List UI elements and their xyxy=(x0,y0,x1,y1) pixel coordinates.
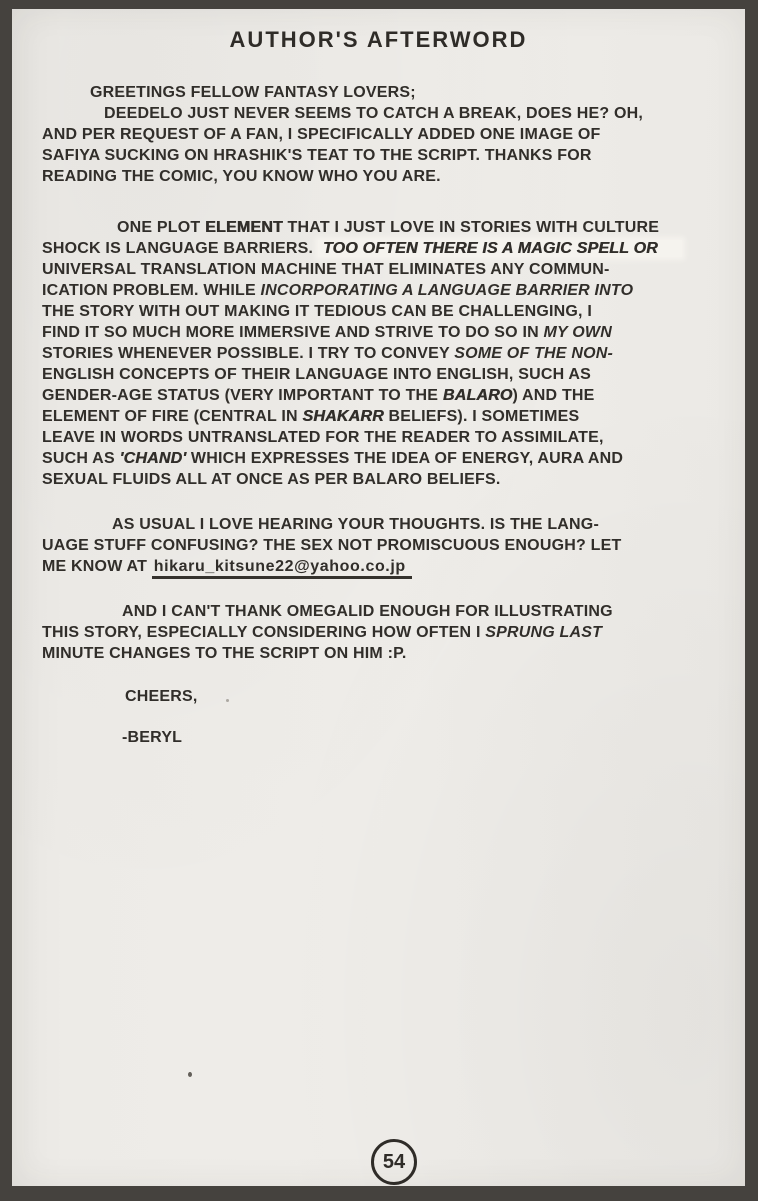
text-line xyxy=(42,406,734,427)
paragraph-feedback xyxy=(42,514,734,577)
paragraph-greeting xyxy=(42,82,734,187)
text-segment: GENDER-AGE STATUS (VERY IMPORTANT TO THE xyxy=(42,387,443,404)
text-segment: MINUTE CHANGES TO THE SCRIPT ON HIM :P. xyxy=(42,645,407,662)
text-line xyxy=(42,556,734,577)
text-segment: AND PER REQUEST OF A FAN, I SPECIFICALLY ADDED ONE IMAGE OF xyxy=(42,126,601,143)
text-segment: ENGLISH CONCEPTS OF THEIR LANGUAGE INTO ENGLISH, SUCH AS xyxy=(42,366,592,383)
text-segment: SPRUNG LAST xyxy=(485,624,603,641)
paragraph-thanks xyxy=(42,601,734,664)
text-line xyxy=(42,301,734,322)
page-number: 54 xyxy=(382,1150,406,1173)
paragraphs xyxy=(42,82,734,664)
text-segment: TOO OFTEN THERE IS A MAGIC SPELL OR xyxy=(318,240,682,257)
text-line xyxy=(42,82,734,103)
scan-speck xyxy=(188,1072,192,1077)
text-line xyxy=(42,166,734,187)
text-segment: SHOCK IS LANGUAGE BARRIERS. xyxy=(42,240,318,257)
text-line xyxy=(42,280,734,301)
text-line xyxy=(42,238,734,259)
text-line xyxy=(42,124,734,145)
text-line xyxy=(42,385,734,406)
text-line xyxy=(42,514,734,535)
text-line xyxy=(42,145,734,166)
text-segment: ) AND THE xyxy=(512,387,595,404)
text-segment: SHAKARR xyxy=(302,408,384,425)
text-segment: STORIES WHENEVER POSSIBLE. I TRY TO CONVEY xyxy=(42,345,455,362)
text-segment: UAGE STUFF CONFUSING? THE SEX NOT PROMISCUOUS ENOUGH? LET xyxy=(42,537,622,554)
text-line xyxy=(42,601,734,622)
text-segment: DEEDELO JUST NEVER SEEMS TO CATCH A BREAK, DOES HE? OH, xyxy=(104,105,644,122)
text-segment: BALARO xyxy=(442,387,513,404)
text-segment: ELEMENT xyxy=(205,219,283,236)
text-segment: UNIVERSAL TRANSLATION MACHINE THAT ELIMINATES ANY COMMUN- xyxy=(42,261,610,278)
email-text: hikaru_kitsune22@yahoo.co.jp xyxy=(152,558,412,579)
signature-closing: CHEERS, xyxy=(125,688,198,705)
paragraph-language-barriers xyxy=(42,217,734,490)
text-segment: 'CHAND' xyxy=(119,450,187,467)
paper xyxy=(12,9,745,1186)
text-segment: INCORPORATING A LANGUAGE BARRIER INTO xyxy=(260,282,634,299)
text-segment: AND I CAN'T THANK OMEGALID ENOUGH FOR ILLUSTRATING xyxy=(122,603,613,620)
signature xyxy=(42,686,734,748)
text-segment: SOME OF THE NON- xyxy=(454,345,614,362)
afterword-body xyxy=(42,82,734,748)
text-line xyxy=(42,103,734,124)
text-segment: BELIEFS). I SOMETIMES xyxy=(383,408,580,425)
text-line xyxy=(42,427,734,448)
text-segment: LEAVE IN WORDS UNTRANSLATED FOR THE READER TO ASSIMILATE, xyxy=(42,429,604,446)
text-line xyxy=(42,469,734,490)
text-segment: GREETINGS FELLOW FANTASY LOVERS; xyxy=(90,84,416,101)
text-segment: AS USUAL I LOVE HEARING YOUR THOUGHTS. IS THE LANG- xyxy=(112,516,599,533)
text-segment: ONE PLOT xyxy=(117,219,206,236)
text-segment: THIS STORY, ESPECIALLY CONSIDERING HOW OFTEN I xyxy=(42,624,486,641)
text-segment: SAFIYA SUCKING ON HRASHIK'S TEAT TO THE SCRIPT. THANKS FOR xyxy=(42,147,592,164)
text-line xyxy=(42,322,734,343)
text-segment: SUCH AS xyxy=(42,450,120,467)
text-line xyxy=(42,217,734,238)
text-segment: SEXUAL FLUIDS ALL AT ONCE AS PER BALARO BELIEFS. xyxy=(42,471,501,488)
text-segment: ICATION PROBLEM. WHILE xyxy=(42,282,261,299)
text-line xyxy=(42,535,734,556)
scan-speck xyxy=(226,699,229,702)
signature-name: -BERYL xyxy=(122,729,183,746)
text-line xyxy=(42,643,734,664)
text-segment: ELEMENT OF FIRE (CENTRAL IN xyxy=(42,408,303,425)
text-segment: FIND IT SO MUCH MORE IMMERSIVE AND STRIVE TO DO SO IN xyxy=(42,324,544,341)
text-line xyxy=(42,343,734,364)
text-line xyxy=(42,364,734,385)
text-line xyxy=(42,448,734,469)
text-segment: ME KNOW AT xyxy=(42,558,152,575)
text-segment: WHICH EXPRESSES THE IDEA OF ENERGY, AURA AND xyxy=(186,450,624,467)
text-segment: THE STORY WITH OUT MAKING IT TEDIOUS CAN BE CHALLENGING, I xyxy=(42,303,592,320)
text-line xyxy=(42,622,734,643)
text-segment: MY OWN xyxy=(543,324,612,341)
text-line xyxy=(42,259,734,280)
page-number-badge xyxy=(371,1139,417,1185)
text-segment: READING THE COMIC, YOU KNOW WHO YOU ARE. xyxy=(42,168,441,185)
page-title: AUTHOR'S AFTERWORD xyxy=(229,27,528,52)
text-segment: THAT I JUST LOVE IN STORIES WITH CULTURE xyxy=(282,219,660,236)
